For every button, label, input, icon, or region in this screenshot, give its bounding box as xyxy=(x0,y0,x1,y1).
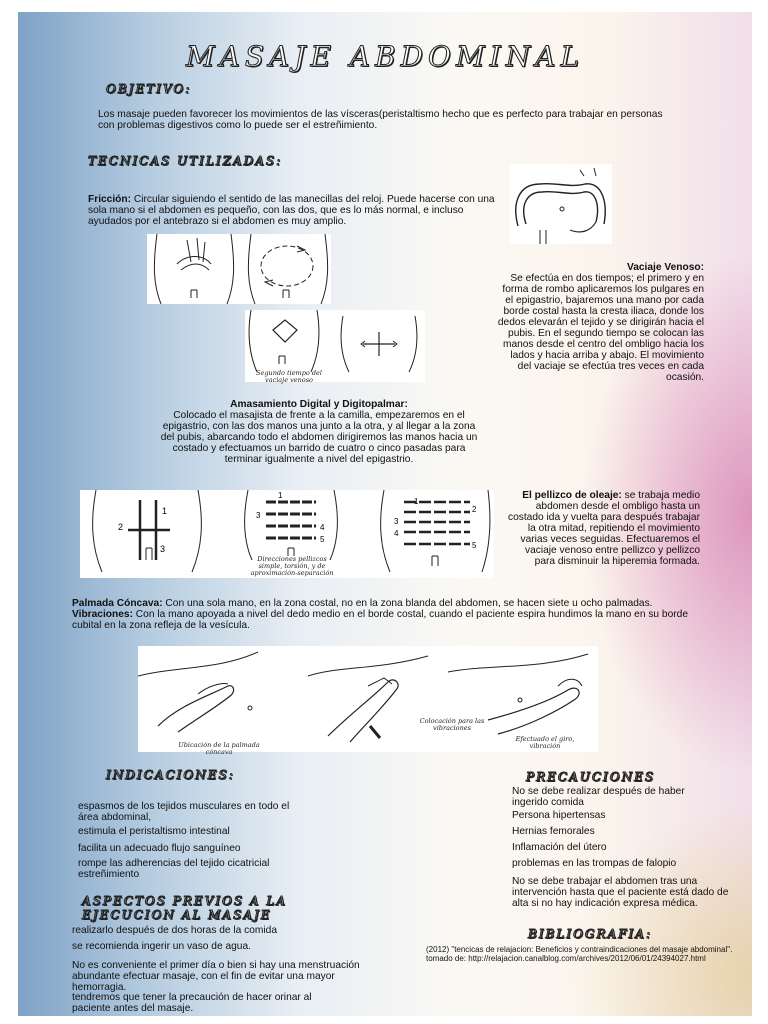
colon-figure xyxy=(510,164,612,244)
vaciaje-caption: Segundo tiempo del vaciaje venoso xyxy=(256,369,322,384)
pellizco-number: 5 xyxy=(472,541,477,550)
page-title: MASAJE ABDOMINAL xyxy=(185,40,585,73)
aspectos-heading: ASPECTOS PREVIOS A LA EJECUCION AL MASAJE xyxy=(82,894,288,922)
indicaciones-item: estimula el peristaltismo intestinal xyxy=(78,826,230,837)
palmada-caption: Ubicación de la palmada cóncava xyxy=(178,741,260,756)
pellizco-figure xyxy=(80,490,494,578)
colon-drawing xyxy=(510,164,612,244)
vaciaje-figure xyxy=(245,310,425,382)
indicaciones-item: espasmos de los tejidos musculares en todo el área abdominal, xyxy=(78,801,290,823)
friccion-drawing xyxy=(147,234,331,304)
precauciones-item: problemas en las trompas de falopio xyxy=(512,858,677,869)
objetivo-text: Los masaje pueden favorecer los movimientos de las vísceras(peristaltismo hecho que es perfecto para trabajar en personas con problemas digestivos como lo puede ser el estreñimiento. xyxy=(98,109,663,131)
pellizco-number: 3 xyxy=(394,517,399,526)
precauciones-heading: PRECAUCIONES xyxy=(526,770,656,784)
amasamiento-term: Amasamiento Digital y Digitopalmar: xyxy=(230,399,408,410)
pellizco-number: 2 xyxy=(472,505,477,514)
vaciaje-paragraph xyxy=(496,262,704,383)
palmada-paragraph xyxy=(72,598,702,631)
vibraciones-text: Con la mano apoyada a nivel del dedo medio en el borde costal, cuando el paciente espira hundimos la mano en su borde cubital en la zona refleja de la vesícula. xyxy=(72,609,688,631)
precauciones-item: Persona hipertensas xyxy=(512,810,606,821)
friccion-figure xyxy=(147,234,331,304)
pellizco-number: 3 xyxy=(256,511,261,520)
precauciones-item: No se debe trabajar el abdomen tras una intervención hasta que el paciente está dado de alta si no hay indicación expresa médica. xyxy=(512,876,729,909)
vaciaje-drawing xyxy=(245,310,425,372)
pellizco-number: 1 xyxy=(162,506,168,516)
precauciones-item: Inflamación del útero xyxy=(512,842,607,853)
vaciaje-text: Se efectúa en dos tiempos; el primero y en forma de rombo aplicaremos los pulgares en el epigastrio, bajaremos una mano por cada borde costal hasta la cresta iliaca, donde los dedos elevarán el tejido y se dirigirán hacia el pubis. En el segundo tiempo se colocan las manos desde el centro del ombligo hacia los lados y hacia arriba y abajo. El movimiento del vaciaje se efectúa tres veces en cada ocasión. xyxy=(497,273,704,383)
pellizco-text: se trabaja medio abdomen desde el ombligo hasta un costado ida y vuelta para después trabajar la otra mitad, repitiendo el movimiento varias veces seguidas. Efectuaremos el vaciaje venoso entre pellizco y pellizco para disminuir la hiperemia formada. xyxy=(508,490,700,567)
aspectos-item: realizarlo después de dos horas de la comida xyxy=(72,925,278,936)
pellizco-number: 1 xyxy=(278,491,283,500)
hands-figure xyxy=(138,646,598,756)
vaciaje-term: Vaciaje Venoso: xyxy=(626,262,704,273)
precauciones-item: Hernias femorales xyxy=(512,826,595,837)
palmada-term: Palmada Cóncava: xyxy=(72,598,163,609)
pellizco-caption: Direcciones pellizcos simple, torsión, y de aproximación-separación xyxy=(250,555,334,577)
palmada-text: Con una sola mano, en la zona costal, no en la zona blanda del abdomen, se hacen siete u ocho palmadas. xyxy=(162,598,653,609)
friccion-text: Circular siguiendo el sentido de las manecillas del reloj. Puede hacerse con una sola mano si el abdomen es pequeño, con las dos, que es lo más normal, e incluso ayudados por el antebrazo si el abdomen es muy amplio. xyxy=(88,194,495,227)
poster xyxy=(18,12,752,1016)
indicaciones-heading: INDICACIONES: xyxy=(106,768,235,782)
aspectos-item: se recomienda ingerir un vaso de agua. xyxy=(72,941,251,952)
amasamiento-paragraph xyxy=(158,399,480,465)
aspectos-item: No es conveniente el primer día o bien si hay una menstruación abundante efectuar masaje, con el fin de evitar una mayor hemorragia. xyxy=(72,960,360,993)
objetivo-heading: OBJETIVO: xyxy=(106,82,192,96)
pellizco-number: 1 xyxy=(414,497,419,506)
indicaciones-item: facilita un adecuado flujo sanguíneo xyxy=(78,843,241,854)
pellizco-number: 5 xyxy=(320,535,325,544)
bibliografia-text: (2012) "tencicas de relajacion: Beneficios y contraindicaciones del masaje abdominal". tomado de: http://relajacion.canalblog.com/archives/2012/06/01/24394027.html xyxy=(426,945,733,963)
indicaciones-item: rompe las adherencias del tejido cicatricial estreñimiento xyxy=(78,858,270,880)
tecnicas-heading: TECNICAS UTILIZADAS: xyxy=(88,154,283,168)
friccion-paragraph xyxy=(88,194,496,227)
vibraciones-caption: Colocación para las vibraciones xyxy=(419,717,485,732)
precauciones-item: No se debe realizar después de haber ingerido comida xyxy=(512,786,685,808)
pellizco-number: 4 xyxy=(320,523,325,532)
bibliografia-heading: BIBLIOGRAFIA: xyxy=(528,927,652,941)
amasamiento-text: Colocado el masajista de frente a la camilla, empezaremos en el epigastrio, con las dos manos una junto a la otra, y al llegar a la zona del pubis, abarcando todo el abdomen dirigiremos las manos hacia un costado y efectuamos un barrido de cuatro o cinco pasadas para terminar igualmente a nivel del epigastrio. xyxy=(160,410,478,465)
friccion-term: Fricción: xyxy=(88,194,132,205)
giro-caption: Efectuado el giro, vibración xyxy=(515,735,575,750)
aspectos-item: tendremos que tener la precaución de hacer orinar al paciente antes del masaje. xyxy=(72,992,312,1014)
pellizco-number: 4 xyxy=(394,529,399,538)
pellizco-paragraph xyxy=(504,490,700,567)
pellizco-number: 3 xyxy=(160,544,166,554)
pellizco-number: 2 xyxy=(118,522,124,532)
pellizco-term: El pellizco de oleaje: xyxy=(522,490,622,501)
vibraciones-term: Vibraciones: xyxy=(72,609,133,620)
